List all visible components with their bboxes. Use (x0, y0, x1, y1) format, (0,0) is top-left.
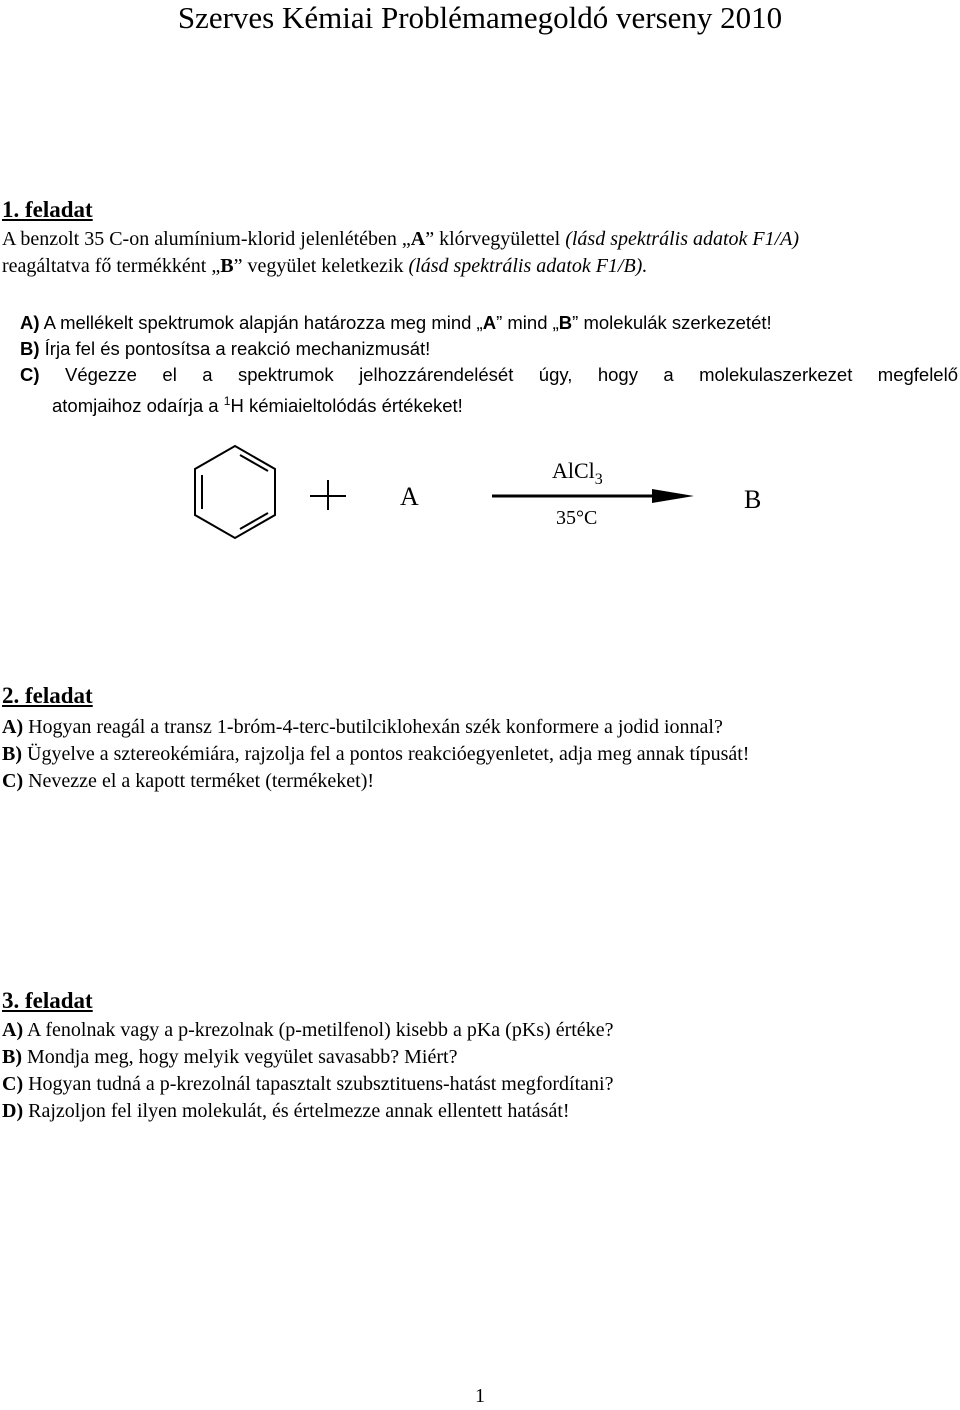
benzene-ring-icon (195, 446, 275, 538)
reagent-a-label: A (400, 482, 419, 511)
page-number: 1 (475, 1385, 485, 1407)
task1-intro-line2: reagáltatva fő termékként „B” vegyület keletkezik (lásd spektrális adatok F1/B). (2, 255, 648, 277)
task3-question-a: A) A fenolnak vagy a p-krezolnak (p-metilfenol) kisebb a pKa (pKs) értéke? (2, 1019, 614, 1041)
task1-question-b: B) Írja fel és pontosítsa a reakció mechanizmusát! (20, 338, 431, 359)
task1-heading: 1. feladat (2, 197, 93, 222)
task3-question-c: C) Hogyan tudná a p-krezolnál tapasztalt szubsztituens-hatást megfordítani? (2, 1073, 614, 1095)
task2-question-c: C) Nevezze el a kapott terméket (termékeket)! (2, 770, 375, 792)
catalyst-label: AlCl$_3$ (552, 458, 603, 488)
arrow-head-icon (652, 489, 694, 503)
task2-question-b: B) Ügyelve a sztereokémiára, rajzolja fel a pontos reakcióegyenletet, adja meg annak típusát! (2, 743, 750, 765)
product-b-label: B (744, 485, 762, 514)
task2-heading: 2. feladat (2, 683, 93, 708)
page-title: Szerves Kémiai Problémamegoldó verseny 2010 (177, 0, 783, 35)
task2-question-a: A) Hogyan reagál a transz 1-bróm-4-terc-butilciklohexán szék konformere a jodid ionnal? (2, 716, 723, 738)
task1-question-c-line2: atomjaihoz odaírja a $^1$H kémiaieltolódás értékeket! (52, 394, 463, 417)
task3-heading: 3. feladat (2, 988, 93, 1013)
task3-question-b: B) Mondja meg, hogy melyik vegyület savasabb? Miért? (2, 1046, 458, 1068)
reaction-scheme (0, 440, 960, 560)
task1-question-c-line1: C) Végezze el a spektrumok jelhozzárendelését úgy, hogy a molekulaszerkezet megfelelő (20, 364, 958, 385)
condition-label: 35°C (556, 507, 598, 529)
task3-question-d: D) Rajzoljon fel ilyen molekulát, és értelmezze annak ellentett hatását! (2, 1100, 570, 1122)
task1-intro-line1: A benzolt 35 C-on alumínium-klorid jelenlétében „A” klórvegyülettel (lásd spektrális adatok F1/A) (2, 228, 800, 250)
plus-icon (310, 480, 346, 510)
task1-question-a: A) A mellékelt spektrumok alapján határozza meg mind „A” mind „B” molekulák szerkezetét! (20, 312, 772, 333)
